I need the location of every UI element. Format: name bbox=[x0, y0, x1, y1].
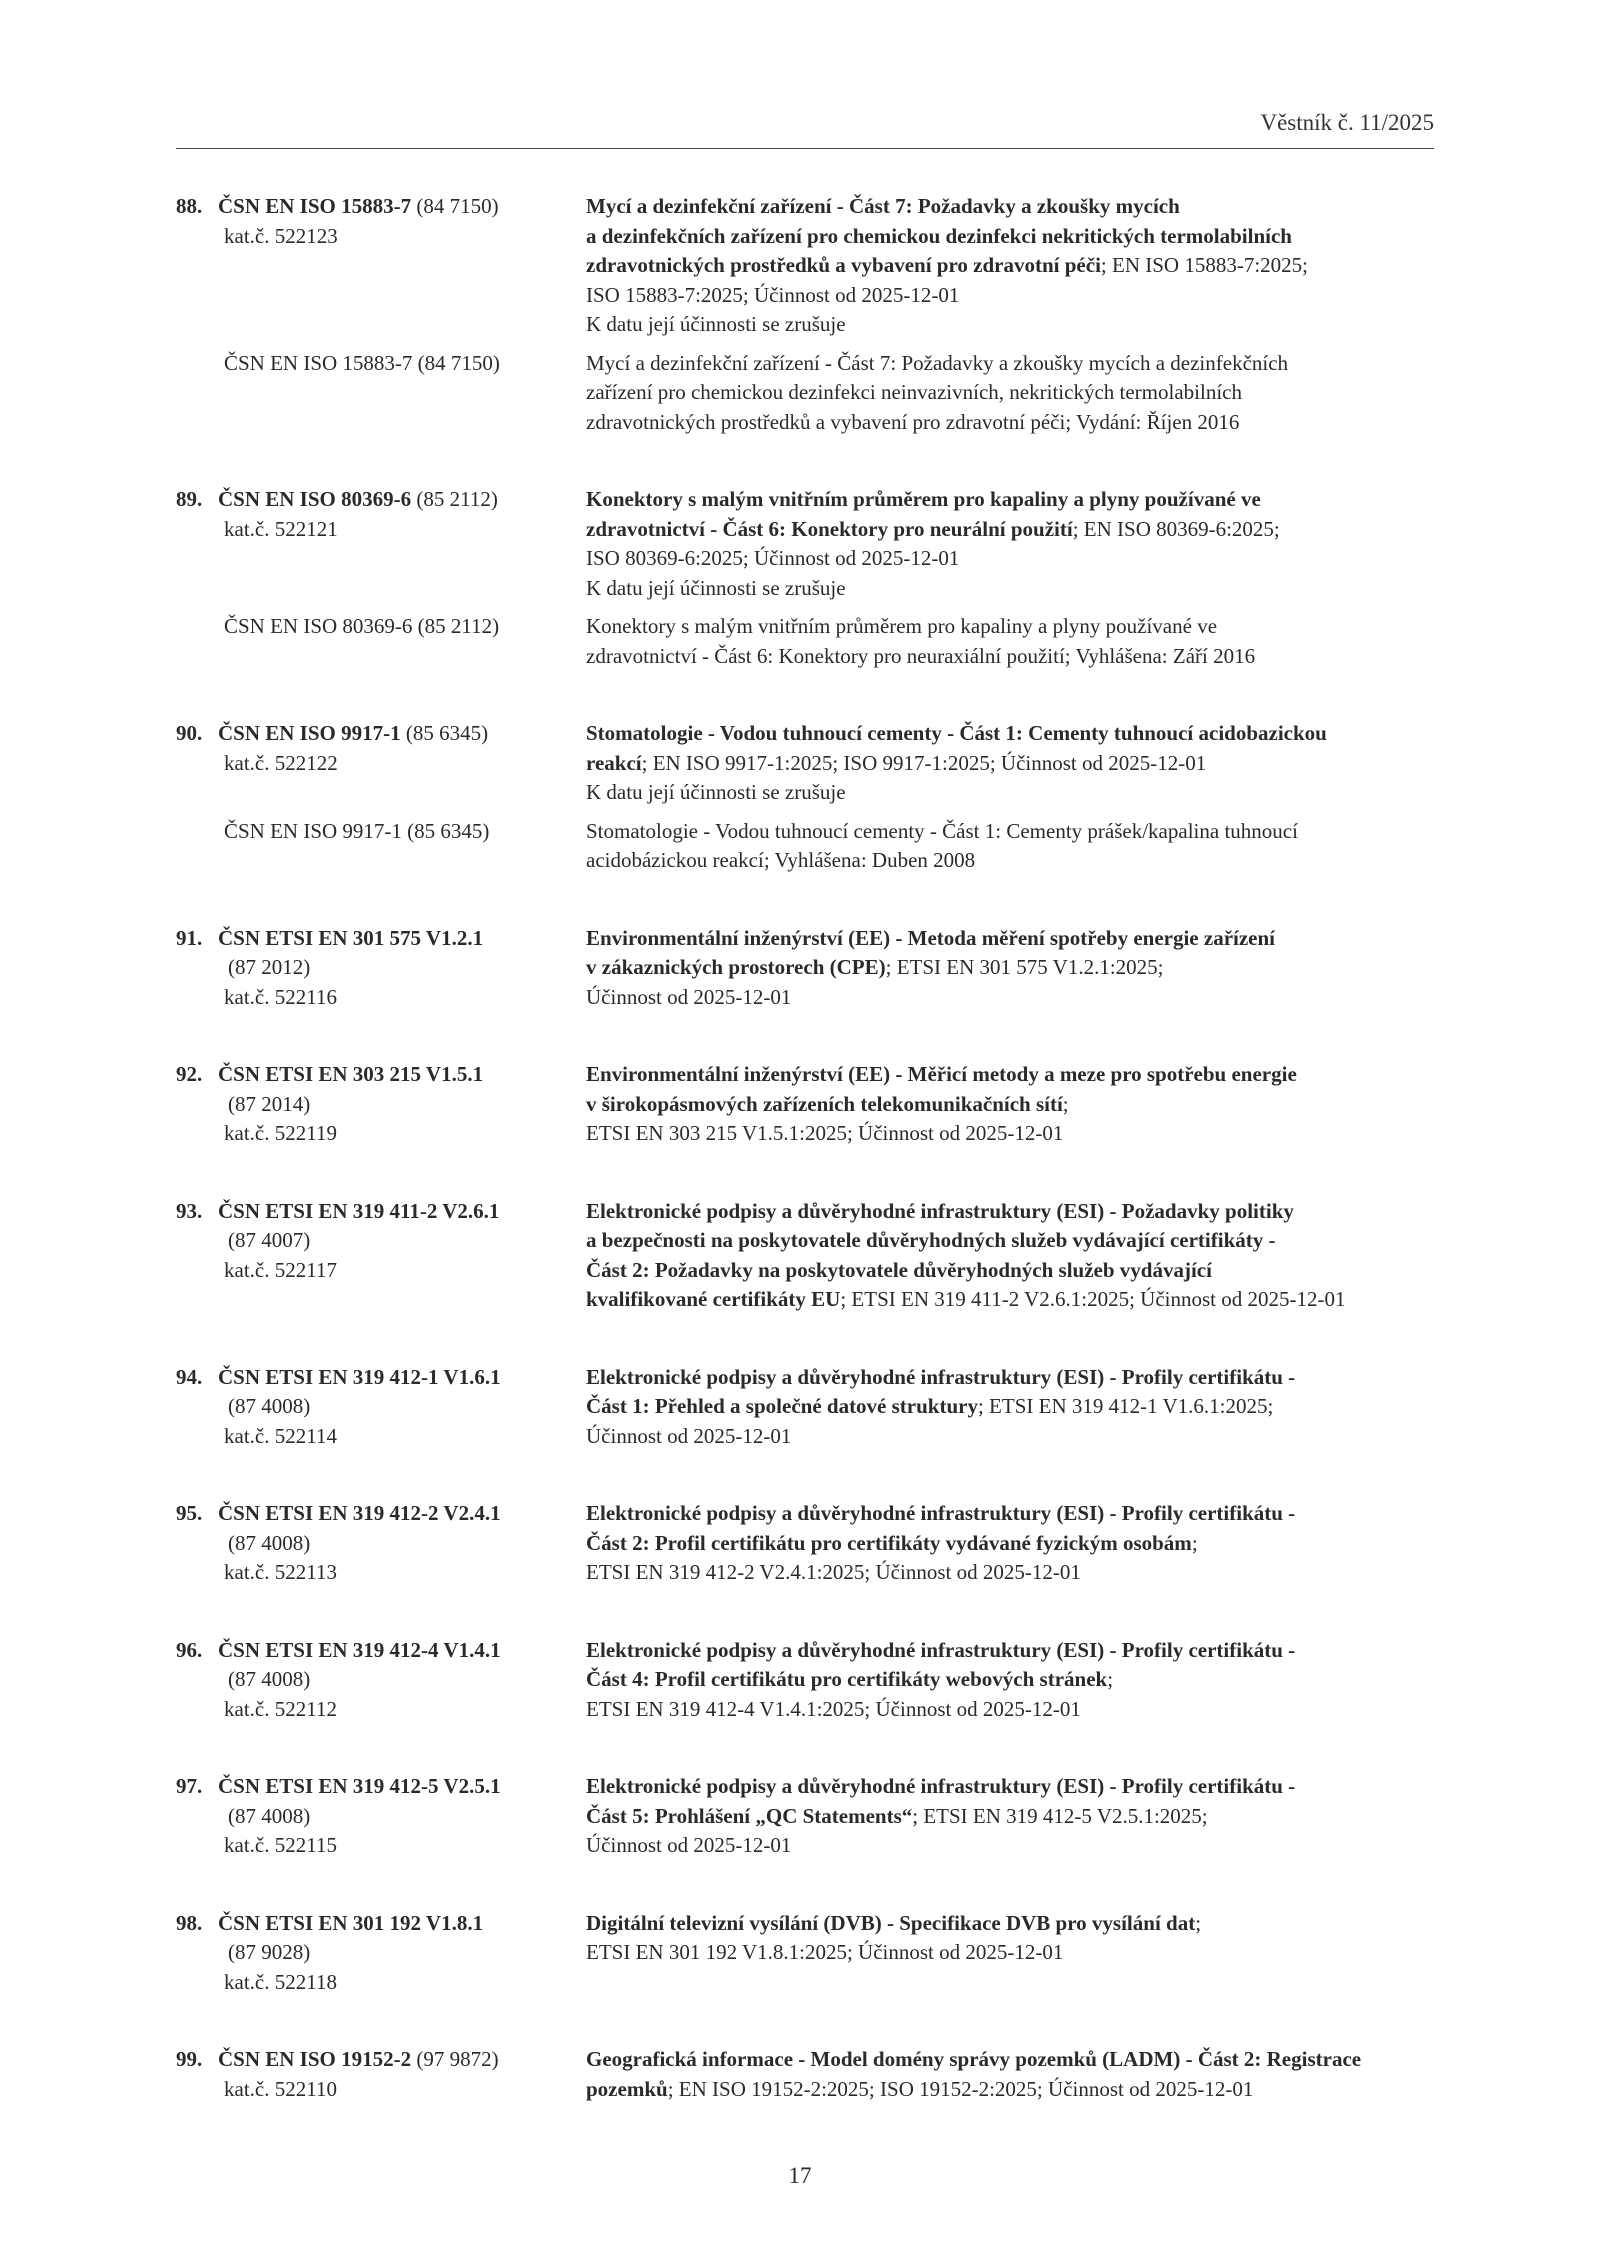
entry-description bbox=[586, 485, 1436, 603]
page-header bbox=[176, 110, 1434, 149]
catalog-number: kat.č. 522119 bbox=[224, 1121, 337, 1145]
csn-designation: ČSN ETSI EN 319 412-1 V1.6.1 bbox=[218, 1364, 501, 1389]
class-code: (87 2012) bbox=[228, 955, 311, 979]
entry-number: 92. bbox=[176, 1062, 203, 1086]
entry-row bbox=[176, 1363, 1436, 1452]
standard-entry bbox=[176, 2045, 1436, 2104]
entry-description bbox=[586, 1499, 1436, 1588]
csn-designation: ČSN ETSI EN 319 411-2 V2.6.1 bbox=[218, 1198, 500, 1223]
entry-row bbox=[176, 192, 1436, 340]
standard-title-line: Část 2: Profil certifikátu pro certifikáty vydávané fyzickým osobám bbox=[586, 1530, 1192, 1555]
catalog-number: kat.č. 522118 bbox=[224, 1969, 337, 1994]
catalog-number: kat.č. 522117 bbox=[224, 1257, 337, 1282]
standard-title-line: Část 5: Prohlášení „QC Statements“ bbox=[586, 1803, 913, 1828]
standard-reference: ; bbox=[1195, 1910, 1202, 1935]
reference-line: Účinnost od 2025-12-01 bbox=[586, 984, 792, 1009]
reference-line: Účinnost od 2025-12-01 bbox=[586, 1423, 792, 1448]
catalog-number: kat.č. 522110 bbox=[224, 2076, 337, 2101]
standard-reference: ; EN ISO 19152-2:2025; ISO 19152-2:2025; Účinnost od 2025-12-01 bbox=[667, 2076, 1254, 2101]
class-code: (87 4008) bbox=[228, 1394, 311, 1418]
class-code: (87 4007) bbox=[228, 1228, 311, 1252]
standard-title-line: Elektronické podpisy a důvěryhodné infrastruktury (ESI) - Profily certifikátu - bbox=[586, 1364, 1296, 1389]
standard-title-line: Elektronické podpisy a důvěryhodné infrastruktury (ESI) - Profily certifikátu - bbox=[586, 1501, 1296, 1525]
standard-entry bbox=[176, 1636, 1436, 1725]
catalog-number: kat.č. 522123 bbox=[224, 223, 338, 248]
replaced-standard bbox=[176, 349, 1436, 438]
entry-number: 97. bbox=[176, 1774, 203, 1798]
entry-row bbox=[176, 1636, 1436, 1725]
standard-title-line: Environmentální inženýrství (EE) - Měřicí metody a meze pro spotřebu energie bbox=[586, 1062, 1297, 1086]
standard-title-line: Část 2: Požadavky na poskytovatele důvěryhodných služeb vydávající bbox=[586, 1257, 1212, 1282]
csn-designation: ČSN ETSI EN 319 412-5 V2.5.1 bbox=[218, 1774, 501, 1798]
entry-designation bbox=[176, 1772, 586, 1861]
standard-title-line: zdravotnictví - Část 6: Konektory pro neurální použití bbox=[586, 516, 1073, 541]
entry-row bbox=[176, 1197, 1436, 1315]
standard-entry bbox=[176, 1197, 1436, 1315]
entry-designation bbox=[176, 719, 586, 808]
bulletin-title: Věstník č. 11/2025 bbox=[1260, 110, 1434, 135]
catalog-number: kat.č. 522113 bbox=[224, 1560, 337, 1584]
standard-reference: ; bbox=[1191, 1530, 1198, 1555]
standards-list bbox=[176, 192, 1436, 2152]
standard-entry bbox=[176, 485, 1436, 671]
csn-designation: ČSN ETSI EN 301 575 V1.2.1 bbox=[218, 925, 484, 950]
entry-number: 95. bbox=[176, 1501, 203, 1525]
standard-reference: ; ETSI EN 301 575 V1.2.1:2025; bbox=[885, 955, 1164, 979]
entry-row bbox=[176, 1060, 1436, 1149]
replaced-title-line: zdravotnických prostředků a vybavení pro zdravotní péči; Vydání: Říjen 2016 bbox=[586, 409, 1240, 434]
csn-designation: ČSN EN ISO 19152-2 bbox=[218, 2047, 412, 2071]
standard-title-line: a bezpečnosti na poskytovatele důvěryhodných služeb vydávající certifikáty - bbox=[586, 1228, 1276, 1252]
reference-line: K datu její účinnosti se zrušuje bbox=[586, 312, 846, 336]
replaced-standard bbox=[176, 817, 1436, 876]
entry-designation bbox=[176, 1197, 586, 1315]
csn-designation: ČSN EN ISO 80369-6 bbox=[218, 487, 412, 511]
csn-designation: ČSN EN ISO 9917-1 bbox=[218, 721, 401, 745]
reference-line: Účinnost od 2025-12-01 bbox=[586, 1833, 792, 1857]
standard-reference: ; bbox=[1107, 1667, 1114, 1691]
standard-title-line: a dezinfekčních zařízení pro chemickou dezinfekci nekritických termolabilních bbox=[586, 223, 1292, 248]
replaced-title-line: zdravotnictví - Část 6: Konektory pro neuraxiální použití; Vyhlášena: Září 2016 bbox=[586, 643, 1256, 668]
entry-number: 90. bbox=[176, 721, 203, 745]
entry-row bbox=[176, 485, 1436, 603]
entry-description bbox=[586, 1636, 1436, 1725]
entry-designation bbox=[176, 924, 586, 1013]
entry-number: 96. bbox=[176, 1637, 203, 1662]
entry-description bbox=[586, 1772, 1436, 1861]
entry-row bbox=[176, 2045, 1436, 2104]
class-code: (87 2014) bbox=[228, 1091, 311, 1116]
catalog-number: kat.č. 522122 bbox=[224, 750, 338, 775]
entry-description bbox=[586, 192, 1436, 340]
entry-description bbox=[586, 924, 1436, 1013]
class-code: (87 4008) bbox=[228, 1803, 311, 1828]
catalog-number: kat.č. 522112 bbox=[224, 1696, 337, 1721]
entry-number: 89. bbox=[176, 487, 203, 511]
standard-title-line: Digitální televizní vysílání (DVB) - Specifikace DVB pro vysílání dat bbox=[586, 1910, 1196, 1935]
standard-title-line: Geografická informace - Model domény správy pozemků (LADM) - Část 2: Registrace bbox=[586, 2047, 1362, 2071]
standard-entry bbox=[176, 1909, 1436, 1998]
standard-reference: ; ETSI EN 319 412-1 V1.6.1:2025; bbox=[977, 1394, 1274, 1418]
entry-row bbox=[176, 1909, 1436, 1998]
replaced-standard bbox=[176, 612, 1436, 671]
replaced-title-line: Stomatologie - Vodou tuhnoucí cementy - Část 1: Cementy prášek/kapalina tuhnoucí bbox=[586, 818, 1298, 843]
class-code: (87 4008) bbox=[228, 1530, 311, 1555]
entry-number: 98. bbox=[176, 1910, 203, 1935]
csn-designation: ČSN ETSI EN 319 412-4 V1.4.1 bbox=[218, 1637, 501, 1662]
standard-title-line: kvalifikované certifikáty EU bbox=[586, 1287, 841, 1311]
catalog-number: kat.č. 522114 bbox=[224, 1423, 337, 1448]
entry-number: 91. bbox=[176, 925, 203, 950]
replaced-csn: ČSN EN ISO 80369-6 (85 2112) bbox=[224, 614, 500, 638]
standard-reference: ; EN ISO 15883-7:2025; bbox=[1100, 253, 1308, 277]
standard-entry bbox=[176, 1499, 1436, 1588]
csn-designation: ČSN ETSI EN 303 215 V1.5.1 bbox=[218, 1062, 484, 1086]
class-code: (85 2112) bbox=[411, 487, 498, 511]
standard-title-line: v zákaznických prostorech (CPE) bbox=[586, 955, 886, 979]
replaced-title-line: Konektory s malým vnitřním průměrem pro kapaliny a plyny používané ve bbox=[586, 614, 1218, 638]
standard-reference: ; ETSI EN 319 412-5 V2.5.1:2025; bbox=[912, 1803, 1208, 1828]
entry-designation bbox=[176, 192, 586, 340]
standard-title-line: v širokopásmových zařízeních telekomunikačních sítí bbox=[586, 1091, 1063, 1116]
entry-description bbox=[586, 1363, 1436, 1452]
csn-designation: ČSN EN ISO 15883-7 bbox=[218, 194, 412, 218]
catalog-number: kat.č. 522115 bbox=[224, 1833, 337, 1857]
replaced-title-line: zařízení pro chemickou dezinfekci neinvazivních, nekritických termolabilních bbox=[586, 380, 1242, 404]
class-code: (87 9028) bbox=[228, 1940, 311, 1964]
entry-row bbox=[176, 1499, 1436, 1588]
replaced-csn: ČSN EN ISO 15883-7 (84 7150) bbox=[224, 350, 500, 375]
standard-title-line: Elektronické podpisy a důvěryhodné infrastruktury (ESI) - Profily certifikátu - bbox=[586, 1637, 1296, 1662]
page-number: 17 bbox=[788, 2163, 812, 2188]
csn-designation: ČSN ETSI EN 301 192 V1.8.1 bbox=[218, 1910, 484, 1935]
standard-reference: ; ETSI EN 319 411-2 V2.6.1:2025; Účinnost od 2025-12-01 bbox=[840, 1287, 1346, 1311]
entry-designation bbox=[176, 1060, 586, 1149]
reference-line: ETSI EN 301 192 V1.8.1:2025; Účinnost od 2025-12-01 bbox=[586, 1940, 1064, 1964]
standard-entry bbox=[176, 1363, 1436, 1452]
standard-title-line: Konektory s malým vnitřním průměrem pro kapaliny a plyny používané ve bbox=[586, 487, 1261, 511]
entry-description bbox=[586, 2045, 1436, 2104]
catalog-number: kat.č. 522121 bbox=[224, 516, 338, 541]
reference-line: ETSI EN 303 215 V1.5.1:2025; Účinnost od 2025-12-01 bbox=[586, 1121, 1064, 1145]
entry-designation bbox=[176, 485, 586, 603]
entry-description bbox=[586, 719, 1436, 808]
standard-reference: ; EN ISO 80369-6:2025; bbox=[1072, 516, 1280, 541]
standard-title-line: Mycí a dezinfekční zařízení - Část 7: Požadavky a zkoušky mycích bbox=[586, 194, 1180, 218]
entry-designation bbox=[176, 1636, 586, 1725]
class-code: (84 7150) bbox=[411, 194, 499, 218]
replaced-title-line: Mycí a dezinfekční zařízení - Část 7: Požadavky a zkoušky mycích a dezinfekčních bbox=[586, 350, 1289, 375]
standard-title-line: Část 1: Přehled a společné datové struktury bbox=[586, 1394, 978, 1418]
standard-title-line: reakcí bbox=[586, 750, 642, 775]
class-code: (87 4008) bbox=[228, 1667, 311, 1691]
standard-title-line: Stomatologie - Vodou tuhnoucí cementy - Část 1: Cementy tuhnoucí acidobazickou bbox=[586, 721, 1327, 745]
entry-row bbox=[176, 1772, 1436, 1861]
entry-number: 99. bbox=[176, 2047, 203, 2071]
entry-number: 93. bbox=[176, 1198, 203, 1223]
standard-reference: ; EN ISO 9917-1:2025; ISO 9917-1:2025; Účinnost od 2025-12-01 bbox=[641, 750, 1207, 775]
standard-title-line: pozemků bbox=[586, 2076, 668, 2101]
entry-row bbox=[176, 924, 1436, 1013]
entry-description bbox=[586, 1909, 1436, 1998]
entry-row bbox=[176, 719, 1436, 808]
standard-entry bbox=[176, 924, 1436, 1013]
standard-title-line: Elektronické podpisy a důvěryhodné infrastruktury (ESI) - Profily certifikátu - bbox=[586, 1774, 1296, 1798]
entry-designation bbox=[176, 1363, 586, 1452]
entry-designation bbox=[176, 2045, 586, 2104]
entry-description bbox=[586, 1197, 1436, 1315]
reference-line: K datu její účinnosti se zrušuje bbox=[586, 780, 846, 804]
standard-title-line: Elektronické podpisy a důvěryhodné infrastruktury (ESI) - Požadavky politiky bbox=[586, 1198, 1294, 1223]
replaced-csn: ČSN EN ISO 9917-1 (85 6345) bbox=[224, 818, 490, 843]
standard-title-line: zdravotnických prostředků a vybavení pro zdravotní péči bbox=[586, 253, 1101, 277]
reference-line: ISO 80369-6:2025; Účinnost od 2025-12-01 bbox=[586, 546, 960, 570]
reference-line: ETSI EN 319 412-2 V2.4.1:2025; Účinnost od 2025-12-01 bbox=[586, 1560, 1081, 1584]
replaced-title-line: acidobázickou reakcí; Vyhlášena: Duben 2008 bbox=[586, 848, 976, 872]
class-code: (85 6345) bbox=[400, 721, 489, 745]
entry-description bbox=[586, 1060, 1436, 1149]
csn-designation: ČSN ETSI EN 319 412-2 V2.4.1 bbox=[218, 1501, 501, 1525]
entry-designation bbox=[176, 1909, 586, 1998]
reference-line: K datu její účinnosti se zrušuje bbox=[586, 575, 846, 600]
reference-line: ISO 15883-7:2025; Účinnost od 2025-12-01 bbox=[586, 282, 960, 307]
standard-reference: ; bbox=[1062, 1091, 1069, 1116]
catalog-number: kat.č. 522116 bbox=[224, 984, 337, 1009]
standard-entry bbox=[176, 719, 1436, 876]
class-code: (97 9872) bbox=[411, 2047, 499, 2071]
entry-designation bbox=[176, 1499, 586, 1588]
standard-entry bbox=[176, 1772, 1436, 1861]
standard-entry bbox=[176, 192, 1436, 437]
entry-number: 94. bbox=[176, 1364, 203, 1389]
entry-number: 88. bbox=[176, 194, 203, 218]
standard-title-line: Část 4: Profil certifikátu pro certifikáty webových stránek bbox=[586, 1667, 1108, 1691]
standard-entry bbox=[176, 1060, 1436, 1149]
reference-line: ETSI EN 319 412-4 V1.4.1:2025; Účinnost od 2025-12-01 bbox=[586, 1696, 1081, 1721]
standard-title-line: Environmentální inženýrství (EE) - Metoda měření spotřeby energie zařízení bbox=[586, 925, 1276, 950]
